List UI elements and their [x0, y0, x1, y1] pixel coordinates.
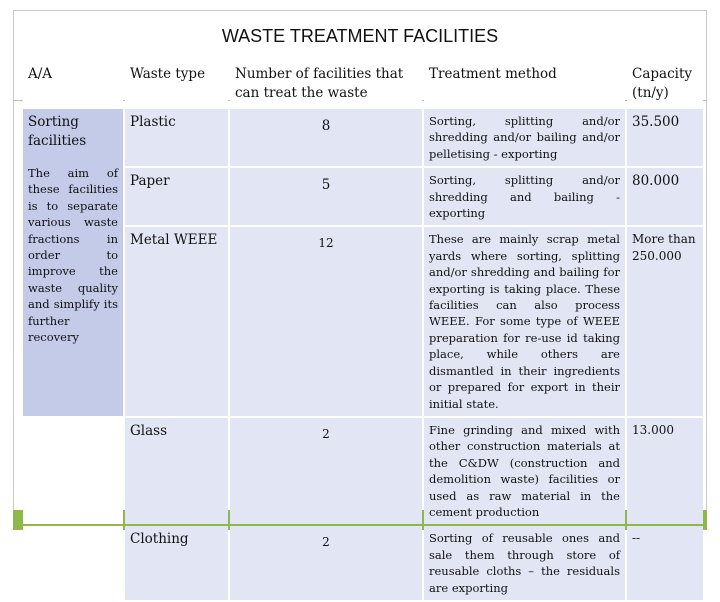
capacity-cell: -- [627, 526, 703, 600]
aa-cell [23, 109, 123, 416]
method-cell: Sorting of reusable ones and sale them through store of reusable cloths – the residuals are exporting [424, 526, 625, 600]
table-header-row [23, 59, 703, 107]
table-row [23, 227, 703, 415]
capacity-cell: 35.500 [627, 109, 703, 166]
table-row [23, 109, 703, 166]
waste-type-cell: Clothing [125, 526, 228, 600]
facilities-cell: 8 [230, 109, 422, 166]
header-aa: A/A [23, 59, 123, 107]
header-capacity: Capacity (tn/y) [627, 59, 703, 107]
header-facilities: Number of facilities that can treat the waste [230, 59, 422, 107]
page-title: WASTE TREATMENT FACILITIES [221, 26, 499, 46]
capacity-cell: 80.000 [627, 168, 703, 225]
table-row [23, 168, 703, 225]
facilities-table [21, 57, 705, 602]
header-waste-type: Waste type [125, 59, 228, 107]
method-cell: These are mainly scrap metal yards where sorting, splitting and/or shredding and bailing for exporting is taking place. These facilities can also process WEEE. For some type of WEEE preparation for re-use id taking place, while others are dismantled in their ingredients or prepared for export in their initial state. [424, 227, 625, 415]
capacity-cell: More than 250.000 [627, 227, 703, 415]
table-row [23, 418, 703, 524]
facilities-cell: 2 [230, 418, 422, 524]
header-treatment-method: Treatment method [424, 59, 625, 107]
waste-type-cell: Plastic [125, 109, 228, 166]
facilities-cell: 2 [230, 526, 422, 600]
table-row [23, 526, 703, 600]
aa-title: Sorting facilities [28, 114, 87, 149]
method-cell: Fine grinding and mixed with other construction materials at the C&DW (construction and demolition waste) facilities or used as raw material in the cement production [424, 418, 625, 524]
waste-type-cell: Metal WEEE [125, 227, 228, 415]
facilities-cell: 5 [230, 168, 422, 225]
facilities-cell: 12 [230, 227, 422, 415]
waste-type-cell: Glass [125, 418, 228, 524]
waste-type-cell: Paper [125, 168, 228, 225]
method-cell: Sorting, splitting and/or shredding and bailing - exporting [424, 168, 625, 225]
method-cell: Sorting, splitting and/or shredding and/or bailing and/or pelletising - exporting [424, 109, 625, 166]
aa-description: The aim of these facilities is to separate various waste fractions in order to improve the waste quality and simplify its further recovery [28, 166, 118, 345]
capacity-cell: 13.000 [627, 418, 703, 524]
